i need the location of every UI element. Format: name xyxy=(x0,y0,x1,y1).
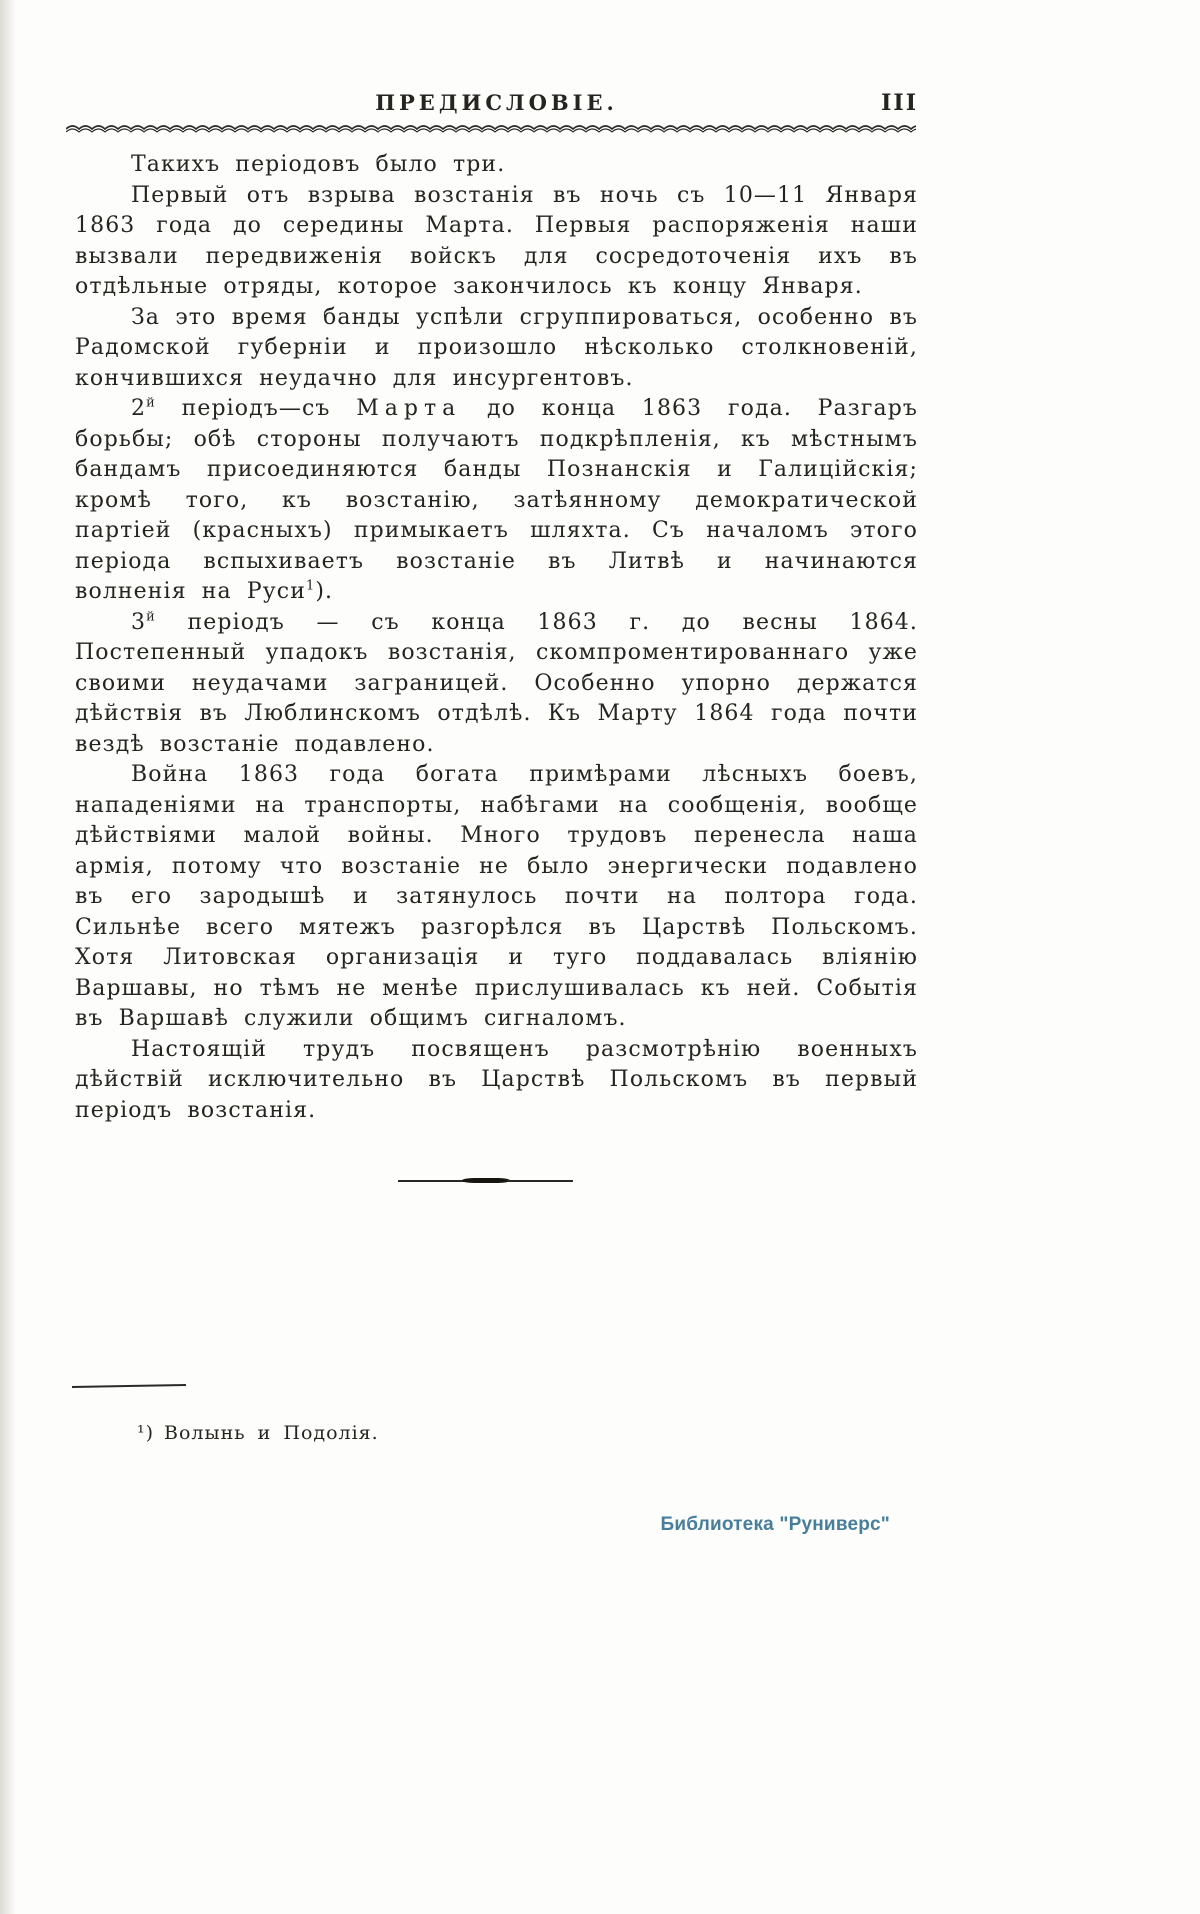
page-header xyxy=(75,90,918,124)
wavy-rule xyxy=(66,120,916,136)
footnote-separator xyxy=(72,1384,186,1388)
paragraph: Настоящій трудъ посвященъ разсмотрѣнію военныхъ дѣйствій исключительно въ Царствѣ Польскомъ въ первый періодъ возстанія. xyxy=(75,1036,918,1123)
paragraph: Первый отъ взрыва возстанія въ ночь съ 10—11 Января 1863 года до середины Марта. Первыя распоряженія наши вызвали передвиженія войскъ для сосредоточенія ихъ въ отдѣльные отряды, которое закончилось къ концу Января. xyxy=(75,182,918,299)
divider-line-left xyxy=(398,1180,465,1182)
paragraph: Такихъ періодовъ было три. xyxy=(131,152,506,177)
divider-ornament xyxy=(462,1178,510,1183)
footnote xyxy=(75,1422,980,1444)
section-divider xyxy=(398,1178,573,1183)
paragraph: $3^й$ періодъ — съ конца 1863 г. до весны 1864. Постепенный упадокъ возстанія, скомпроментированнаго уже своими неудачами заграницей. Особенно упорно держатся дѣйствія въ Люблинскомъ отдѣлѣ. Къ Марту 1864 года почти вездѣ возстаніе подавлено. xyxy=(75,609,918,757)
body-text xyxy=(75,150,918,1126)
paragraph: $2^й$ періодъ—съ Марта до конца 1863 года. Разгаръ борьбы; обѣ стороны получаютъ подкрѣпленія, къ мѣстнымъ бандамъ присоединяются банды Познанскія и Галиційскія; кромѣ того, къ возстанію, затѣянному демократической партіей (красныхъ) примыкаетъ шляхта. Съ началомъ этого періода вспыхиваетъ возстаніе въ Литвѣ и начинаются волненія на Руси$^1$). xyxy=(75,395,918,604)
page-number: III xyxy=(881,90,918,116)
footnote-text: Волынь и Подолія. xyxy=(164,1422,379,1444)
divider-line-right xyxy=(507,1180,574,1182)
chapter-title: ПРЕДИСЛОВІЕ. xyxy=(375,90,618,115)
paragraph: Война 1863 года богата примѣрами лѣсныхъ боевъ, нападеніями на транспорты, набѣгами на сообщенія, вообще дѣйствіями малой войны. Много трудовъ перенесла наша армія, потому что возстаніе не было энергически подавлено въ его зародышѣ и затянулось почти на полтора года. Сильнѣе всего мятежъ разгорѣлся въ Царствѣ Польскомъ. Хотя Литовская организація и туго поддавалась вліянію Варшавы, но тѣмъ не менѣе прислушивалась къ ней. Событія въ Варшавѣ служили общимъ сигналомъ. xyxy=(75,762,918,1031)
paragraph: За это время банды успѣли сгруппироваться, особенно въ Радомской губерніи и произошло нѣсколько столкновеній, кончившихся неудачно для инсургентовъ. xyxy=(75,304,918,391)
footnote-marker: ¹) xyxy=(137,1422,155,1444)
library-watermark: Библиотека "Руниверс" xyxy=(660,1514,890,1535)
